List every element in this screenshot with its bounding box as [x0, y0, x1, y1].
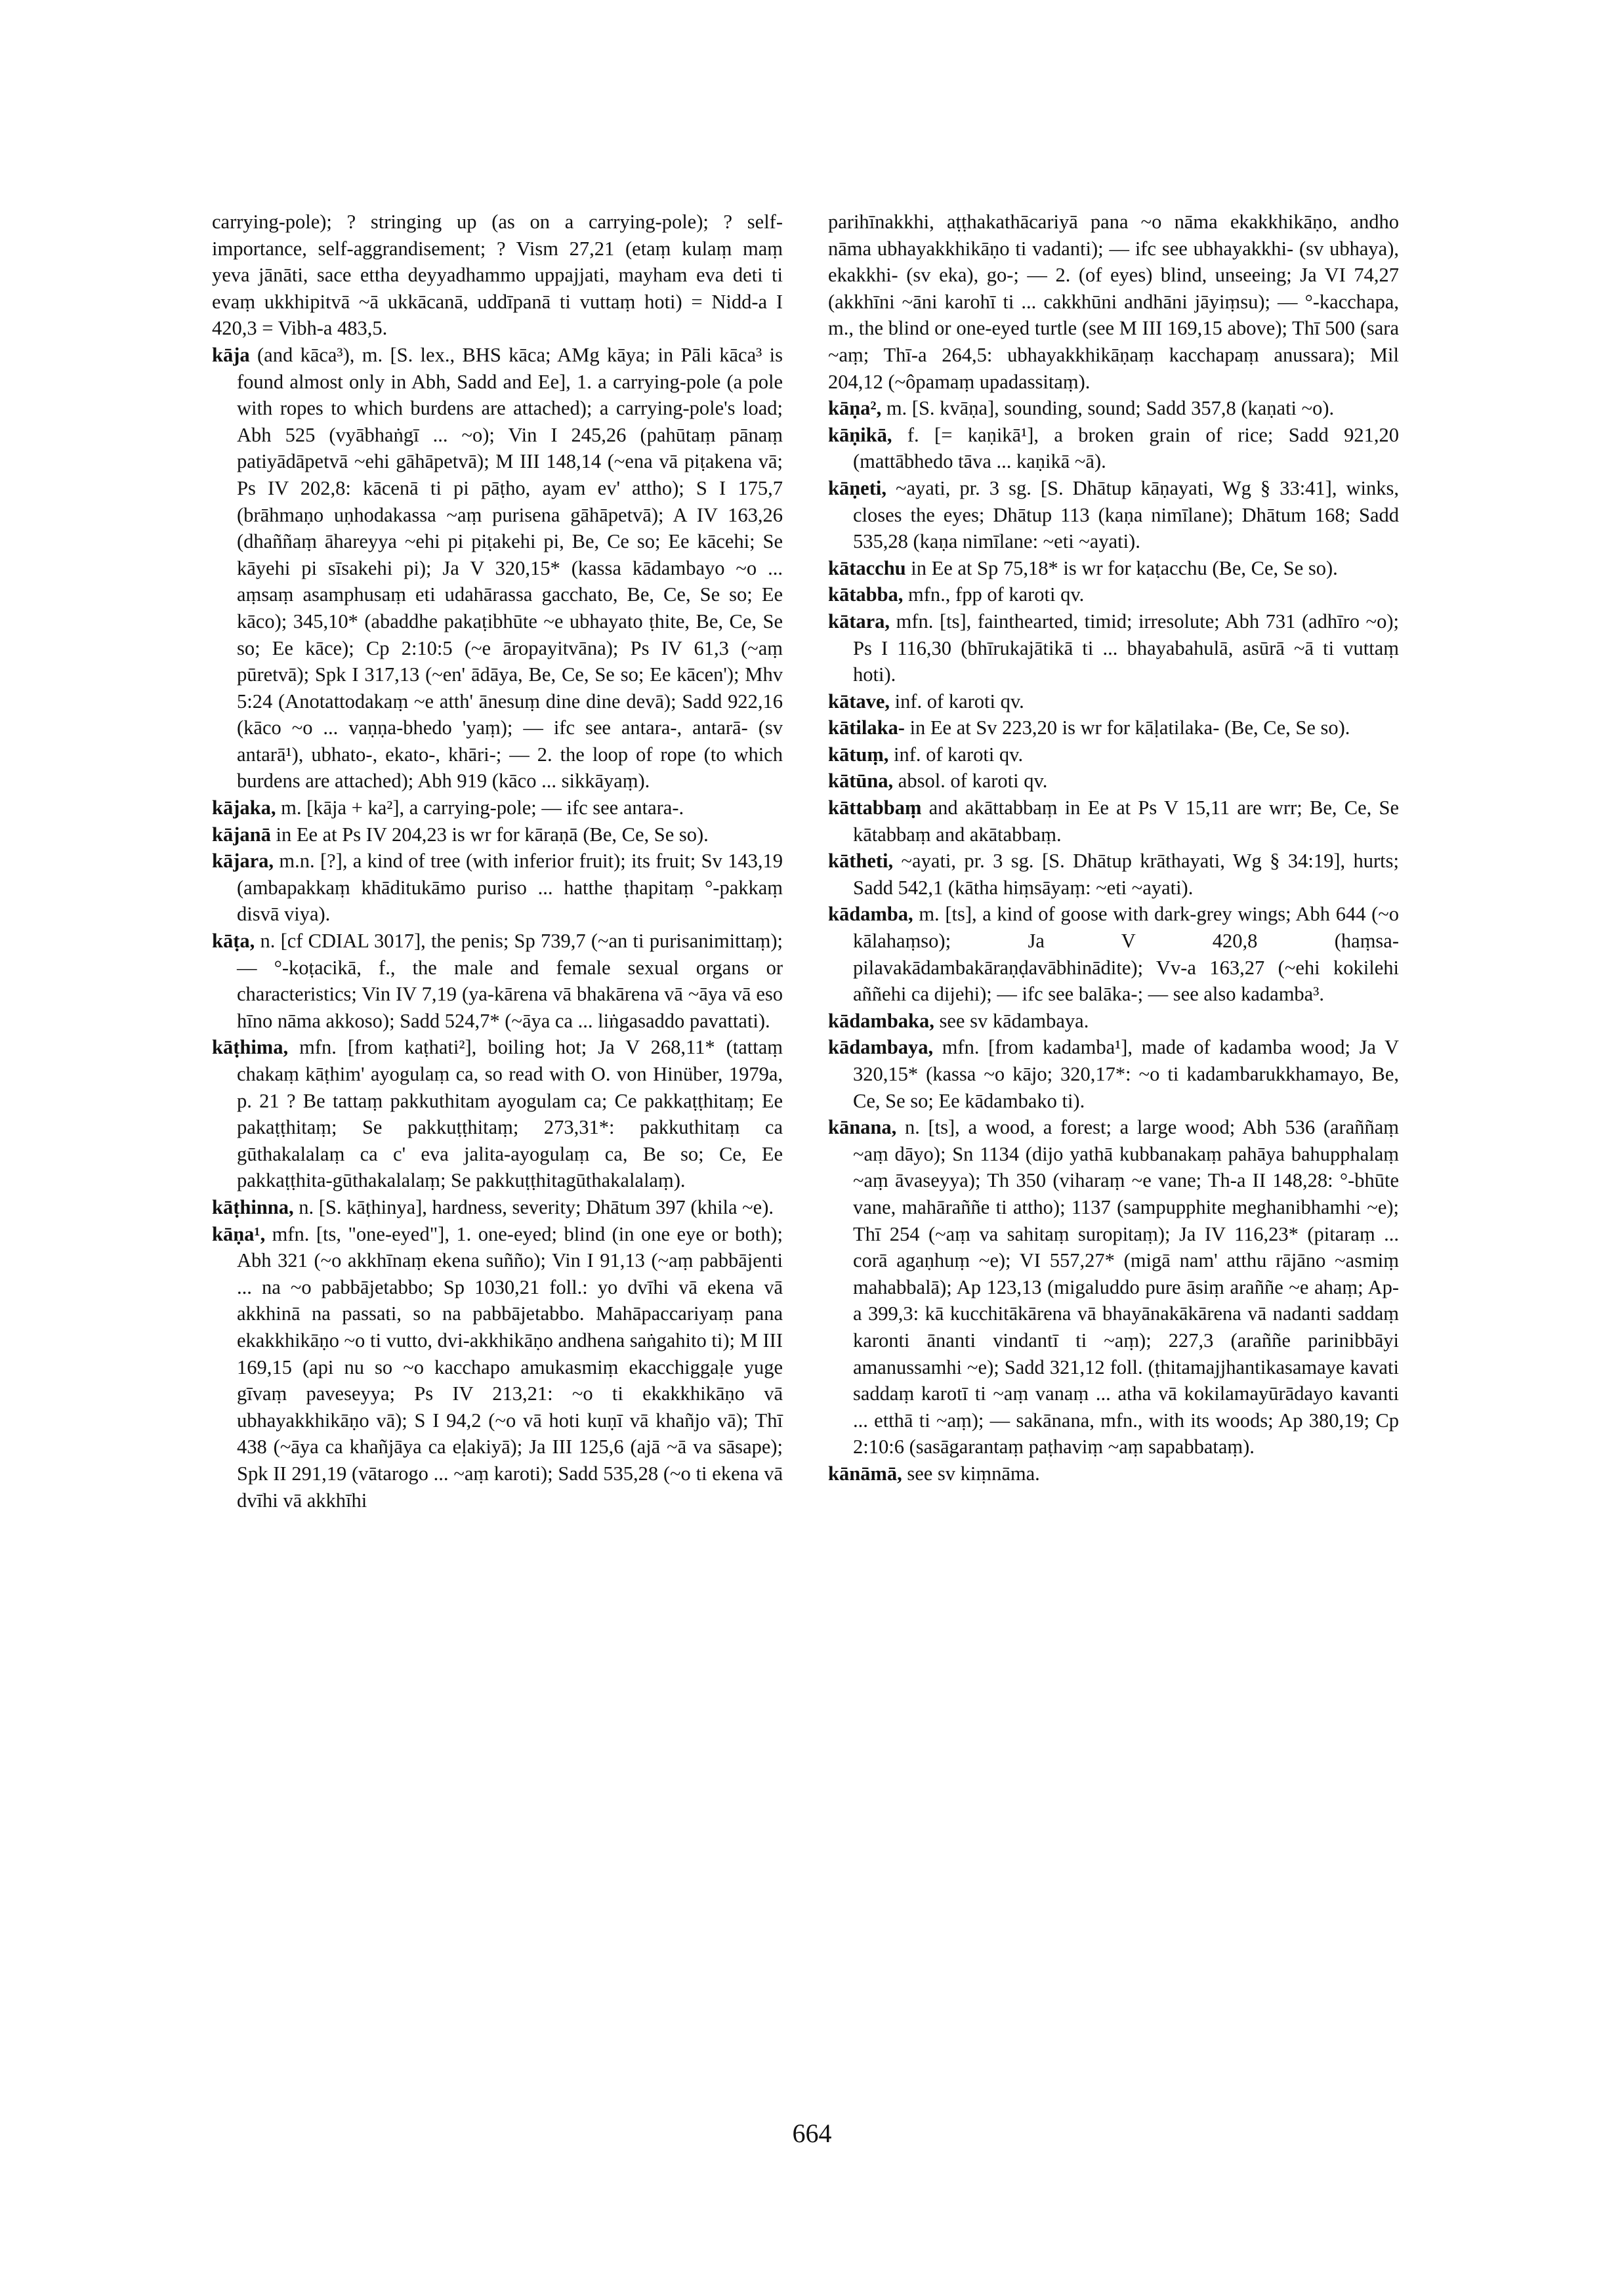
entry-text: ~ayati, pr. 3 sg. [S. Dhātup kāṇayati, Wg § 33:41], winks, closes the eyes; Dhātup 113 (kaṇa nimīlane); Dhātum 168; Sadd 535,28 (kaṇa nimīlane: ~eti ~ayati).	[853, 476, 1399, 553]
entry-kana1	[212, 1221, 783, 1514]
entry-kathinna	[212, 1194, 783, 1221]
headword: kāṭa,	[212, 930, 255, 953]
headword: kāṇeti,	[828, 476, 886, 499]
entry-kata	[212, 928, 783, 1034]
entry-kajaka	[212, 795, 783, 821]
headword: kātabba,	[828, 583, 904, 606]
entry-text: n. [ts], a wood, a forest; a large wood; Abh 536 (araññaṃ ~aṃ dāyo); Sn 1134 (dijo yathā kubbanakaṃ pahāya bahupphalaṃ ~aṃ āvaseyya); Th 350 (viharaṃ ~e vane; Th-a II 148,28: °-bhūte vane, mahāraññe ti attho); 1137 (sampupphite meghanibhamhi ~e); Thī 254 (~aṃ va sahitaṃ suropitaṃ); Ja IV 116,23* (pitaraṃ ... corā agaṇhuṃ ~e); VI 557,27* (migā nam' atthu rājāno ~asmiṃ mahabbalā); Ap 123,13 (migaluddo pure āsiṃ araññe ~e ahaṃ; Ap-a 399,3: kā kucchitākārena vā bhayānakākārena vā nadanti saddaṃ karonti ānanti vindantī ti ~aṃ); 227,3 (araññe parinibbāyi amanussamhi ~e); Sadd 321,12 foll. (ṭhitamajjhantikasamaye kavati saddaṃ karotī ti ~aṃ vanaṃ ... atha vā kokilamayūrādayo kavanti ... etthā ti ~aṃ); — sakānana, mfn., with its woods; Ap 380,19; Cp 2:10:6 (sasāgarantaṃ paṭhaviṃ ~aṃ sapabbataṃ).	[853, 1116, 1399, 1458]
entry-text: parihīnakkhi, aṭṭhakathācariyā pana ~o nāma ekakkhikāṇo, andho nāma ubhayakkhikāṇo ti vadanti); — ifc see ubhayakkhi- (sv ubhaya), ekakkhi- (sv eka), go-; — 2. (of eyes) blind, unseeing; Ja VI 74,27 (akkhīni ~āni karohī ti ... cakkhūni andhāni jāyiṃsu); — °-kacchapa, m., the blind or one-eyed turtle (see M III 169,15 above); Thī 500 (sara ~aṃ; Thī-a 264,5: ubhayakkhikāṇaṃ kacchapaṃ anussara); Mil 204,12 (~ôpamaṃ upadassitaṃ).	[828, 211, 1399, 393]
entry-kaja	[212, 342, 783, 795]
headword: kātara,	[828, 610, 890, 632]
entry-text: absol. of karoti qv.	[898, 770, 1048, 793]
entry-kadambaka	[828, 1008, 1399, 1035]
entry-kajana	[212, 821, 783, 848]
entry-text: and akāttabbaṃ in Ee at Ps V 15,11 are wrr; Be, Ce, Se kātabbaṃ and akātabbaṃ.	[853, 796, 1399, 846]
entry-text: mfn. [ts], fainthearted, timid; irresolute; Abh 731 (adhīro ~o); Ps I 116,30 (bhīrukajātikā ti ... bhayabahulā, asūrā ~ā ti vuttaṃ hoti).	[853, 610, 1400, 686]
entry-kajara	[212, 848, 783, 928]
entry-text: m. [ts], a kind of goose with dark-grey wings; Abh 644 (~o kālahaṃso); Ja V 420,8 (haṃsa-pilavakādambakāraṇḍavābhinādite); Vv-a 163,27 (~ehi kokilehi aññehi ca dijehi); — ifc see balāka-; — see also kadamba³.	[853, 903, 1400, 1006]
entry-kanama	[828, 1460, 1399, 1487]
entry-text: ~ayati, pr. 3 sg. [S. Dhātup krāthayati, Wg § 34:19], hurts; Sadd 542,1 (kātha hiṃsāyaṃ: ~eti ~ayati).	[853, 850, 1399, 899]
headword: kātacchu	[828, 556, 906, 579]
entry-text: see sv kiṃnāma.	[907, 1462, 1040, 1485]
entry-kanana	[828, 1114, 1399, 1460]
entry-text: (and kāca³), m. [S. lex., BHS kāca; AMg kāya; in Pāli kāca³ is found almost only in Abh, Sadd and Ee], 1. a carrying-pole (a pole with ropes to which burdens are attached); a carrying-pole's load; Abh 525 (vyābhaṅgī ... ~o); Vin I 245,26 (pahūtaṃ pānaṃ patiyādāpetvā ~ehi gāhāpetvā); M III 148,14 (~ena vā piṭakena vā; Ps IV 202,8: kācenā ti pi pāṭho, ayam ev' attho); S I 175,7 (brāhmaṇo uṇhodakassa ~aṃ purisena gāhāpetvā); A IV 163,26 (dhaññaṃ āhareyya ~ehi pi piṭakehi pi, Be, Ce so; Ee kācehi; Se kāyehi pi sīsakehi pi); Ja V 320,15* (kassa kādambayo ~o ... aṃsaṃ asamphusaṃ eti udahārassa gacchato, Be, Ce, Se so; Ee kāco); 345,10* (abaddhe pakaṭibhūte ~e ubhayato ṭhite, Be, Ce, Se so; Ee kāce); Cp 2:10:5 (~e āropayitvāna); Ps IV 61,3 (~aṃ pūretvā); Spk I 317,13 (~en' ādāya, Be, Ce, Se so; Ee kācen'); Mhv 5:24 (Anotattodakaṃ ~e atth' ānesuṃ dine dine devā); Sadd 922,16 (kāco ~o ... vaṇṇa-bhedo 'yaṃ); — ifc see antara-, antarā- (sv antarā¹), ubhato-, ekato-, khāri-; — 2. the loop of rope (to which burdens are attached); Abh 919 (kāco ... sikkāyaṃ).	[237, 343, 783, 793]
headword: kānāmā,	[828, 1462, 902, 1485]
headword: kādambaya,	[828, 1036, 934, 1059]
headword: kādambaka,	[828, 1009, 934, 1032]
entry-continuation	[212, 209, 783, 342]
entry-text: mfn. [ts, "one-eyed"], 1. one-eyed; blind (in one eye or both); Abh 321 (~o akkhīnaṃ ekena suñño); Vin I 91,13 (~aṃ pabbājenti ... na ~o pabbājetabbo; Sp 1030,21 foll.: yo dvīhi vā ekena vā akkhinā na passati, so na pabbājetabbo. Mahāpaccariyaṃ pana ekakkhikāṇo ~o ti vutto, dvi-akkhikāṇo andhena saṅgahito ti); M III 169,15 (api nu so ~o kacchapo amukasmiṃ ekacchiggaḷe yuge gīvaṃ paveseyya; Ps IV 213,21: ~o ti ekakkhikāṇo vā ubhayakkhikāṇo vā); S I 94,2 (~o vā hoti kuṇī vā khañjo vā); Thī 438 (~āya ca khañjāya ca eḷakiyā); Ja III 125,6 (ajā ~ā va sāsape); Spk II 291,19 (vātarogo ... ~aṃ karoti); Sadd 535,28 (~o ti ekena vā dvīhi vā akkhīhi	[237, 1222, 783, 1512]
entry-text: m.n. [?], a kind of tree (with inferior fruit); its fruit; Sv 143,19 (ambapakkaṃ khāditukāmo puriso ... hatthe ṭhapitaṃ °-pakkaṃ disvā viya).	[237, 850, 783, 926]
headword: kājanā	[212, 823, 271, 846]
entry-text: in Ee at Sp 75,18* is wr for kaṭacchu (Be, Ce, Se so).	[911, 556, 1338, 579]
headword: kātuṃ,	[828, 743, 889, 766]
entry-kathima	[212, 1034, 783, 1194]
headword: kātheti,	[828, 850, 894, 873]
headword: kāṇa²,	[828, 397, 882, 420]
entry-katum	[828, 741, 1399, 768]
entry-katheti	[828, 848, 1399, 901]
entry-katuna	[828, 768, 1399, 795]
entry-text: mfn. [from kaṭhati²], boiling hot; Ja V 268,11* (tattaṃ chakaṃ kāṭhim' ayogulaṃ ca, so read with O. von Hinüber, 1979a, p. 21 ? Be tattaṃ pakkuthitam ayogulam ca; Ce pakkaṭṭhitaṃ; Ee pakaṭṭhitaṃ; Se pakkuṭṭhitaṃ; 273,31*: pakkuthitaṃ ca gūthakalalaṃ ca c' eva jalita-ayogulaṃ ca, Be so; Ce, Ee pakkaṭṭhita-gūthakalalaṃ; Se pakkuṭṭhitagūthakalalaṃ).	[237, 1036, 783, 1192]
entry-text: n. [cf CDIAL 3017], the penis; Sp 739,7 (~an ti purisanimittaṃ); — °-koṭacikā, f., the male and female sexual organs or characteristics; Vin IV 7,19 (ya-kārena vā bhakārena vā ~āya vā eso hīno nāma akkoso); Sadd 524,7* (~āya ca ... liṅgasaddo pavattati).	[237, 930, 783, 1032]
entry-text: inf. of karoti qv.	[894, 690, 1024, 713]
entry-text: in Ee at Sv 223,20 is wr for kāḷatilaka- (Be, Ce, Se so).	[909, 716, 1350, 739]
headword: kāttabbaṃ	[828, 796, 922, 819]
entry-text: f. [= kaṇikā¹], a broken grain of rice; Sadd 921,20 (mattābhedo tāva ... kaṇikā ~ā).	[853, 423, 1400, 473]
headword: kātave,	[828, 690, 890, 713]
right-column	[828, 209, 1399, 1487]
headword: kājaka,	[212, 796, 276, 819]
headword: kājara,	[212, 850, 274, 873]
entry-katacchu	[828, 555, 1399, 582]
page-number: 664	[792, 2119, 832, 2148]
entry-kanika	[828, 422, 1399, 475]
headword: kāṇa¹,	[212, 1222, 266, 1245]
left-column	[212, 209, 783, 1514]
entry-katara	[828, 608, 1399, 688]
entry-text: mfn., fpp of karoti qv.	[908, 583, 1085, 606]
headword: kāṭhinna,	[212, 1195, 294, 1218]
entry-continuation	[828, 209, 1399, 395]
entry-text: inf. of karoti qv.	[894, 743, 1024, 766]
entry-text: n. [S. kāṭhinya], hardness, severity; Dhātum 397 (khila ~e).	[299, 1195, 774, 1218]
headword: kāja	[212, 343, 250, 366]
entry-katave	[828, 688, 1399, 715]
headword: kādamba,	[828, 903, 913, 926]
entry-kattabbam	[828, 795, 1399, 848]
entry-text: carrying-pole); ? stringing up (as on a carrying-pole); ? self-importance, self-aggrandisement; ? Vism 27,21 (etaṃ kulaṃ maṃ yeva jānāti, sace ettha deyyadhammo uppajjati, mayham eva deti ti evaṃ ukkhipitvā ~ā ukkācanā, uddīpanā ti vuttaṃ hoti) = Nidd-a I 420,3 = Vibh-a 483,5.	[212, 211, 783, 340]
entry-text: m. [kāja + ka²], a carrying-pole; — ifc see antara-.	[281, 796, 684, 819]
headword: kāṇikā,	[828, 423, 892, 446]
entry-katabba	[828, 581, 1399, 608]
headword: kāṭhima,	[212, 1036, 289, 1059]
entry-text: mfn. [from kadamba¹], made of kadamba wood; Ja V 320,15* (kassa ~o kājo; 320,17*: ~o ti kadambarukkhamayo, Be, Ce, Se so; Ee kādambako ti).	[853, 1036, 1400, 1112]
entry-kana2	[828, 395, 1399, 422]
entry-text: see sv kādambaya.	[939, 1009, 1089, 1032]
entry-text: m. [S. kvāṇa], sounding, sound; Sadd 357,8 (kaṇati ~o).	[886, 397, 1335, 420]
entry-kaneti	[828, 475, 1399, 555]
headword: kātilaka-	[828, 716, 905, 739]
entry-katilaka	[828, 714, 1399, 741]
entry-kadamba	[828, 901, 1399, 1007]
entry-kadambaya	[828, 1034, 1399, 1114]
entry-text: in Ee at Ps IV 204,23 is wr for kāraṇā (Be, Ce, Se so).	[276, 823, 709, 846]
headword: kānana,	[828, 1116, 897, 1139]
headword: kātūna,	[828, 770, 894, 793]
